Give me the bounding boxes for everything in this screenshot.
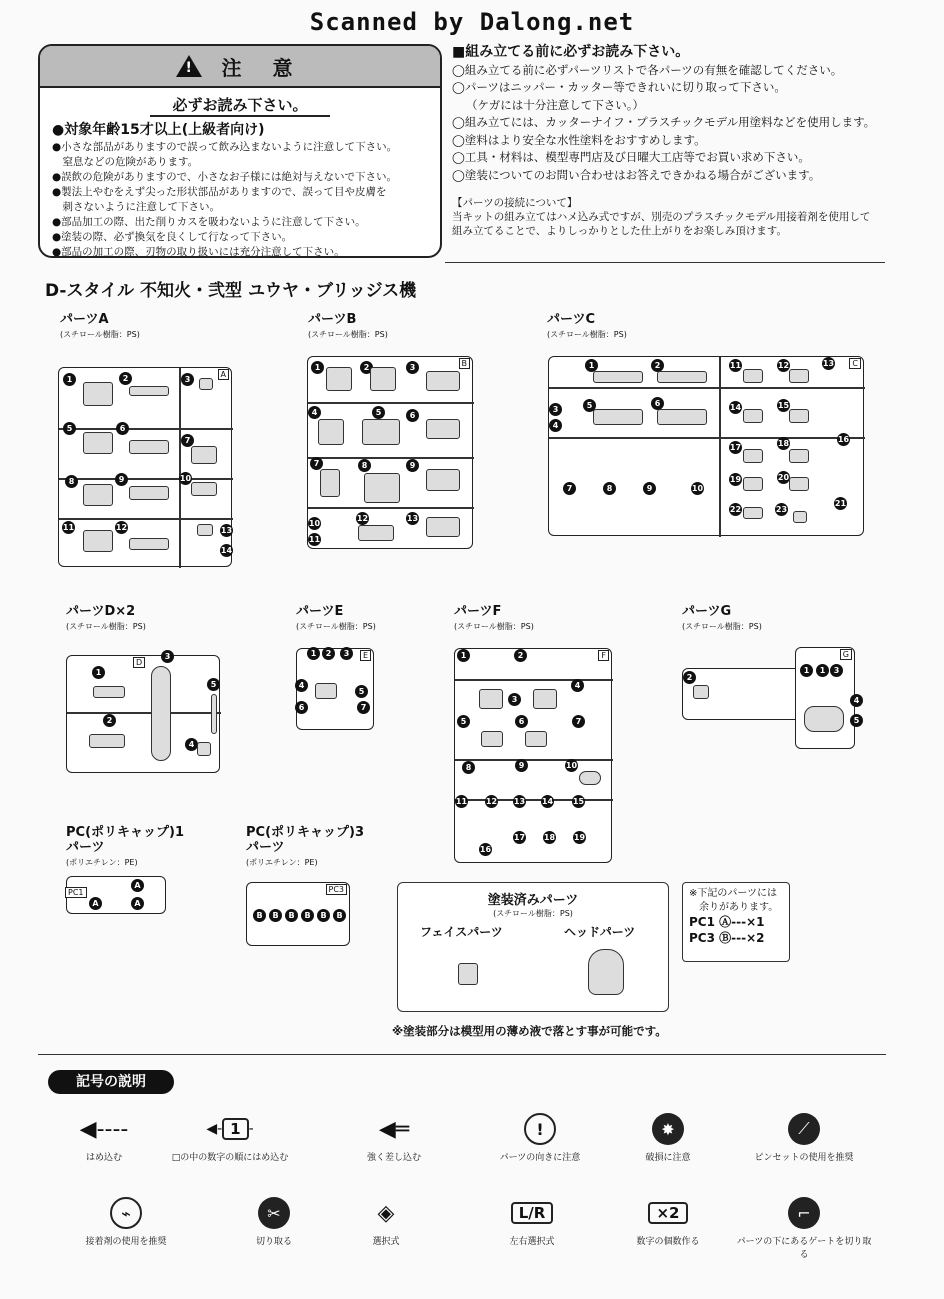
connection-notes	[452, 196, 892, 238]
plastic-part	[318, 419, 344, 445]
plastic-part	[789, 449, 809, 463]
warning-item: ●誤飲の危険がありますので、小さなお子様には絶対与えないで下さい。	[52, 171, 397, 183]
part-number-badge: 7	[563, 482, 576, 495]
part-number-badge: 3	[181, 373, 194, 386]
divider	[445, 262, 885, 263]
part-number-badge: 2	[322, 647, 335, 660]
part-number-badge: 11	[62, 523, 75, 532]
plastic-part	[593, 371, 643, 383]
part-number-badge: 11	[308, 535, 321, 544]
warning-item: ●塗装の際、必ず換気を良くして行なって下さい。	[52, 231, 293, 243]
part-number-badge: 1	[311, 361, 324, 374]
part-number-badge: 12	[356, 514, 369, 523]
numbered-arrow-icon: ◀- 1 -	[206, 1120, 254, 1138]
part-number-badge: 4	[295, 679, 308, 692]
plastic-part	[197, 524, 213, 536]
part-number-badge: 9	[406, 459, 419, 472]
sprue-runner	[455, 679, 613, 681]
part-number-badge: 6	[515, 715, 528, 728]
spare-title: ※下記のパーツには	[689, 888, 777, 899]
plastic-part	[789, 477, 809, 491]
plastic-part	[326, 367, 352, 391]
sprue-c	[548, 356, 864, 536]
part-number-badge: 10	[565, 761, 578, 770]
label-parts-pc1: PC(ポリキャップ)1 パーツ (ポリエチレン：PE)	[66, 825, 184, 867]
warning-item: ●小さな部品がありますので誤って飲み込まないように注意して下さい。	[52, 141, 398, 153]
spare-title2: 余りがあります。	[699, 902, 779, 913]
plastic-part	[358, 525, 394, 541]
diamond-icon: ◈	[377, 1200, 395, 1226]
plastic-part	[793, 511, 807, 523]
part-number-badge: 16	[479, 845, 492, 854]
warning-item: ●製法上やむをえず尖った形状部品がありますので、誤って目や皮膚を	[52, 186, 387, 198]
part-number-badge: 19	[729, 475, 742, 484]
warning-item: ●部品の加工の際、刃物の取り扱いには充分注意して下さい。	[52, 246, 345, 258]
part-number-badge: 13	[822, 359, 835, 368]
label-parts-pc3: PC(ポリキャップ)3 パーツ (ポリエチレン：PE)	[246, 825, 364, 867]
sprue-runner	[59, 478, 233, 480]
head-part	[588, 949, 624, 995]
spare-pc3: PC3 Ⓑ---×2	[689, 931, 765, 945]
part-number-badge: 3	[161, 650, 174, 663]
symbol-orientation: ! パーツの向きに注意	[470, 1112, 610, 1163]
part-number-badge: 8	[603, 482, 616, 495]
sprue-runner	[67, 712, 221, 714]
sprue-runner	[549, 437, 865, 439]
symbol-press: ◀═ 強く差し込む	[324, 1112, 464, 1163]
part-number-badge: A	[131, 879, 144, 892]
spare-note	[682, 882, 790, 962]
part-number-badge: 22	[729, 505, 742, 514]
plastic-part	[743, 369, 763, 383]
head-parts-label: ヘッドパーツ	[564, 925, 636, 939]
plastic-part	[426, 419, 460, 439]
double-arrow-icon: ◀═	[378, 1116, 410, 1142]
plastic-part	[362, 419, 400, 445]
sprue-runner	[59, 518, 233, 520]
part-number-badge: 5	[850, 714, 863, 727]
plastic-part	[320, 469, 340, 497]
plastic-part	[129, 386, 169, 396]
plastic-part	[693, 685, 709, 699]
warning-item: 刺さないように注意して下さい。	[52, 201, 220, 213]
part-number-badge: 1	[800, 664, 813, 677]
plastic-part	[593, 409, 643, 425]
tweezers-icon: ⟋	[788, 1113, 820, 1145]
plastic-part	[579, 771, 601, 785]
symbol-breakage: ✸ 破損に注意	[598, 1112, 738, 1163]
part-number-badge: 2	[514, 649, 527, 662]
part-number-badge: 10	[308, 519, 321, 528]
part-number-badge: 13	[220, 526, 233, 535]
sprue-code: A	[218, 369, 229, 380]
label-parts-e: パーツE (スチロール樹脂：PS)	[296, 604, 376, 631]
part-number-badge: 9	[515, 759, 528, 772]
part-number-badge: 5	[63, 422, 76, 435]
part-number-badge: B	[301, 909, 314, 922]
sprue-runner	[179, 368, 181, 568]
sprue-runner	[308, 457, 474, 459]
plastic-part	[533, 689, 557, 709]
scan-credit: Scanned by Dalong.net	[309, 8, 635, 36]
part-number-badge: 1	[457, 649, 470, 662]
sprue-runner	[59, 428, 233, 430]
part-number-badge: 8	[65, 475, 78, 488]
part-number-badge: 2	[360, 361, 373, 374]
sprue-pc1	[66, 876, 166, 914]
part-number-badge: 6	[651, 397, 664, 410]
part-number-badge: 4	[850, 694, 863, 707]
part-number-badge: 7	[357, 701, 370, 714]
part-number-badge: 18	[543, 833, 556, 842]
sprue-runner	[455, 799, 613, 801]
part-number-badge: 12	[777, 361, 790, 370]
part-number-badge: 3	[508, 693, 521, 706]
plastic-part	[151, 666, 171, 761]
part-number-badge: 5	[207, 678, 220, 691]
part-number-badge: 14	[220, 546, 233, 555]
sprue-runner	[308, 402, 474, 404]
sprue-code: G	[840, 649, 852, 660]
sprue-code: B	[459, 358, 471, 369]
part-number-badge: B	[253, 909, 266, 922]
part-number-badge: 4	[185, 738, 198, 751]
plastic-part	[83, 432, 113, 454]
part-number-badge: 10	[691, 484, 704, 493]
plastic-part	[789, 409, 809, 423]
sprue-e	[296, 648, 374, 730]
warning-title: 注 意	[221, 55, 305, 80]
part-number-badge: 2	[683, 671, 696, 684]
symbol-multiply: ×2 数字の個数作る	[636, 1204, 700, 1247]
face-parts-label: フェイスパーツ	[420, 925, 503, 939]
plastic-part	[129, 538, 169, 550]
part-number-badge: 14	[729, 403, 742, 412]
symbol-select: ◈ 選択式	[316, 1196, 456, 1247]
part-number-badge: 7	[181, 434, 194, 447]
plastic-part	[370, 367, 396, 391]
pre-line: ◯塗料はより安全な水性塗料をおすすめします。	[452, 132, 706, 147]
label-parts-f: パーツF (スチロール樹脂：PS)	[454, 604, 534, 631]
plastic-part	[657, 409, 707, 425]
divider	[38, 1054, 886, 1055]
pre-line: ◯パーツはニッパー・カッター等できれいに切り取って下さい。	[452, 80, 786, 94]
part-number-badge: 3	[406, 361, 419, 374]
sprue-code: PC1	[65, 887, 87, 898]
plastic-part	[481, 731, 503, 747]
part-number-badge: 8	[462, 761, 475, 774]
plastic-part	[426, 469, 460, 491]
part-number-badge: 9	[643, 482, 656, 495]
sprue-d	[66, 652, 220, 773]
label-parts-b: パーツB (スチロール樹脂：PS)	[308, 312, 388, 339]
part-number-badge: 1	[92, 666, 105, 679]
part-number-badge: 1	[816, 664, 829, 677]
part-number-badge: 3	[830, 664, 843, 677]
part-number-badge: 3	[549, 403, 562, 416]
warning-item: 窒息などの危険があります。	[52, 156, 199, 168]
part-number-badge: 2	[651, 359, 664, 372]
part-number-badge: 15	[777, 401, 790, 410]
part-number-badge: B	[333, 909, 346, 922]
sprue-code: D	[133, 657, 145, 668]
sprue-a	[58, 367, 232, 567]
label-parts-c: パーツC (スチロール樹脂：PS)	[547, 312, 627, 339]
face-part	[458, 963, 478, 985]
symbol-order: ◀- 1 - □の中の数字の順にはめ込む	[160, 1112, 300, 1163]
conn-title: 【パーツの接続について】	[452, 197, 578, 209]
plastic-part	[743, 449, 763, 463]
pre-title: ■組み立てる前に必ずお読み下さい。	[452, 44, 690, 60]
part-number-badge: 7	[572, 715, 585, 728]
plastic-part	[197, 742, 211, 756]
x2-icon: ×2	[648, 1202, 687, 1224]
plastic-part	[83, 484, 113, 506]
plastic-part	[426, 517, 460, 537]
spare-pc1: PC1 Ⓐ---×1	[689, 915, 765, 929]
painted-parts-box	[397, 882, 669, 1012]
warning-item: ●対象年齢15才以上(上級者向け)	[52, 122, 265, 138]
plastic-part	[525, 731, 547, 747]
plastic-part	[804, 706, 844, 732]
symbols-title: 記号の説明	[48, 1070, 174, 1094]
sprue-runner	[549, 387, 865, 389]
part-number-badge: A	[131, 897, 144, 910]
part-number-badge: 19	[573, 833, 586, 842]
part-number-badge: 6	[116, 422, 129, 435]
part-number-badge: 13	[513, 797, 526, 806]
pre-assembly-notes	[452, 44, 892, 238]
part-number-badge: 5	[355, 685, 368, 698]
part-number-badge: 9	[115, 473, 128, 486]
paint-footnote: ※塗装部分は模型用の薄め液で落とす事が可能です。	[392, 1024, 667, 1038]
label-parts-a: パーツA (スチロール樹脂：PS)	[60, 312, 140, 339]
exclamation-icon: !	[524, 1113, 556, 1145]
part-number-badge: 4	[308, 406, 321, 419]
plastic-part	[789, 369, 809, 383]
plastic-part	[89, 734, 125, 748]
sprue-g	[795, 647, 860, 749]
sprue-code: E	[360, 650, 371, 661]
warning-box	[38, 44, 442, 258]
plastic-part	[83, 382, 113, 406]
arrow-dashed-icon: ◀----	[79, 1116, 129, 1142]
painted-title: 塗装済みパーツ (スチロール樹脂：PS)	[487, 893, 579, 918]
plastic-part	[743, 507, 763, 519]
warning-header	[40, 46, 440, 88]
part-number-badge: 2	[119, 372, 132, 385]
sprue-runner	[455, 759, 613, 761]
sprue-pc3	[246, 882, 350, 946]
part-number-badge: 17	[729, 443, 742, 452]
plastic-part	[129, 486, 169, 500]
label-parts-d: パーツD×2 (スチロール樹脂：PS)	[66, 604, 146, 631]
part-number-badge: 21	[834, 499, 847, 508]
plastic-part	[426, 371, 460, 391]
part-number-badge: 5	[583, 399, 596, 412]
part-number-badge: B	[269, 909, 282, 922]
plastic-part	[191, 446, 217, 464]
part-number-badge: 12	[115, 523, 128, 532]
part-number-badge: 11	[455, 797, 468, 806]
part-number-badge: 23	[775, 505, 788, 514]
label-parts-g: パーツG (スチロール樹脂：PS)	[682, 604, 762, 631]
pre-line: ◯塗装についてのお問い合わせはお答えできかねる場合がございます。	[452, 167, 821, 182]
part-number-badge: 17	[513, 833, 526, 842]
pre-line: （ケガには十分注意して下さい。）	[466, 97, 645, 112]
plastic-part	[191, 482, 217, 496]
plastic-part	[657, 371, 707, 383]
part-number-badge: 20	[777, 473, 790, 482]
part-number-badge: B	[317, 909, 330, 922]
sprue-code: PC3	[326, 884, 348, 895]
warning-subtitle: 必ずお読み下さい。	[150, 94, 330, 117]
symbol-insert: ◀---- はめ込む	[34, 1112, 174, 1163]
sprue-runner	[719, 357, 721, 537]
pre-line: ◯組み立てには、カッターナイフ・プラスチックモデル用塗料などを使用します。	[452, 115, 876, 129]
part-number-badge: A	[89, 897, 102, 910]
symbol-gate-cut: ⌐ パーツの下にあるゲートを切り取る	[734, 1196, 874, 1260]
part-number-badge: 5	[372, 406, 385, 419]
part-number-badge: 1	[307, 647, 320, 660]
conn-line: 当キットの組み立てはハメ込み式ですが、別売のプラスチックモデル用接着剤を使用して	[452, 211, 871, 223]
symbol-cut: ✂ 切り取る	[204, 1196, 344, 1247]
part-number-badge: 14	[541, 797, 554, 806]
plastic-part	[199, 378, 213, 390]
part-number-badge: 2	[103, 714, 116, 727]
pre-line: ◯工具・材料は、模型専門店及び日曜大工店等でお買い求め下さい。	[452, 150, 810, 164]
warning-icon: !	[176, 55, 202, 77]
part-number-badge: 18	[777, 439, 790, 448]
sprue-code: C	[849, 358, 861, 369]
plastic-part	[93, 686, 125, 698]
sprue-runner	[308, 507, 474, 509]
part-number-badge: 4	[571, 679, 584, 692]
part-number-badge: 11	[729, 361, 742, 370]
plastic-part	[364, 473, 400, 503]
part-number-badge: 3	[340, 647, 353, 660]
warning-item: ●部品加工の際、出た削りカスを吸わないように注意して下さい。	[52, 216, 366, 228]
break-icon: ✸	[652, 1113, 684, 1145]
plastic-part	[83, 530, 113, 552]
symbol-lr-select: L/R 左右選択式	[509, 1204, 555, 1247]
part-number-badge: 15	[572, 797, 585, 806]
part-number-badge: B	[285, 909, 298, 922]
part-number-badge: 10	[179, 474, 192, 483]
part-number-badge: 4	[549, 419, 562, 432]
sprue-b	[307, 356, 473, 549]
plastic-part	[315, 683, 337, 699]
symbol-glue: ⌁ 接着剤の使用を推奨	[56, 1196, 196, 1247]
symbol-tweezers: ⟋ ピンセットの使用を推奨	[734, 1112, 874, 1163]
plastic-part	[743, 477, 763, 491]
gate-cut-icon: ⌐	[788, 1197, 820, 1229]
plastic-part	[743, 409, 763, 423]
conn-line: 組み立てることで、よりしっかりとした仕上がりをお楽しみ頂けます。	[452, 225, 787, 237]
part-number-badge: 7	[310, 457, 323, 470]
part-number-badge: 6	[406, 409, 419, 422]
part-number-badge: 1	[63, 373, 76, 386]
glue-icon: ⌁	[110, 1197, 142, 1229]
plastic-part	[479, 689, 503, 709]
sprue-code: F	[598, 650, 609, 661]
sprue-f	[454, 648, 612, 863]
part-number-badge: 6	[295, 701, 308, 714]
part-number-badge: 16	[837, 435, 850, 444]
model-title: D-スタイル 不知火・弐型 ユウヤ・ブリッジス機	[45, 281, 417, 301]
scissors-icon: ✂	[258, 1197, 290, 1229]
plastic-part	[211, 694, 217, 734]
part-number-badge: 12	[485, 797, 498, 806]
part-number-badge: 8	[358, 459, 371, 472]
part-number-badge: 13	[406, 514, 419, 523]
plastic-part	[129, 440, 169, 454]
part-number-badge: 5	[457, 715, 470, 728]
part-number-badge: 1	[585, 359, 598, 372]
pre-line: ◯組み立てる前に必ずパーツリストで各パーツの有無を確認してください。	[452, 62, 843, 77]
lr-icon: L/R	[511, 1202, 554, 1224]
